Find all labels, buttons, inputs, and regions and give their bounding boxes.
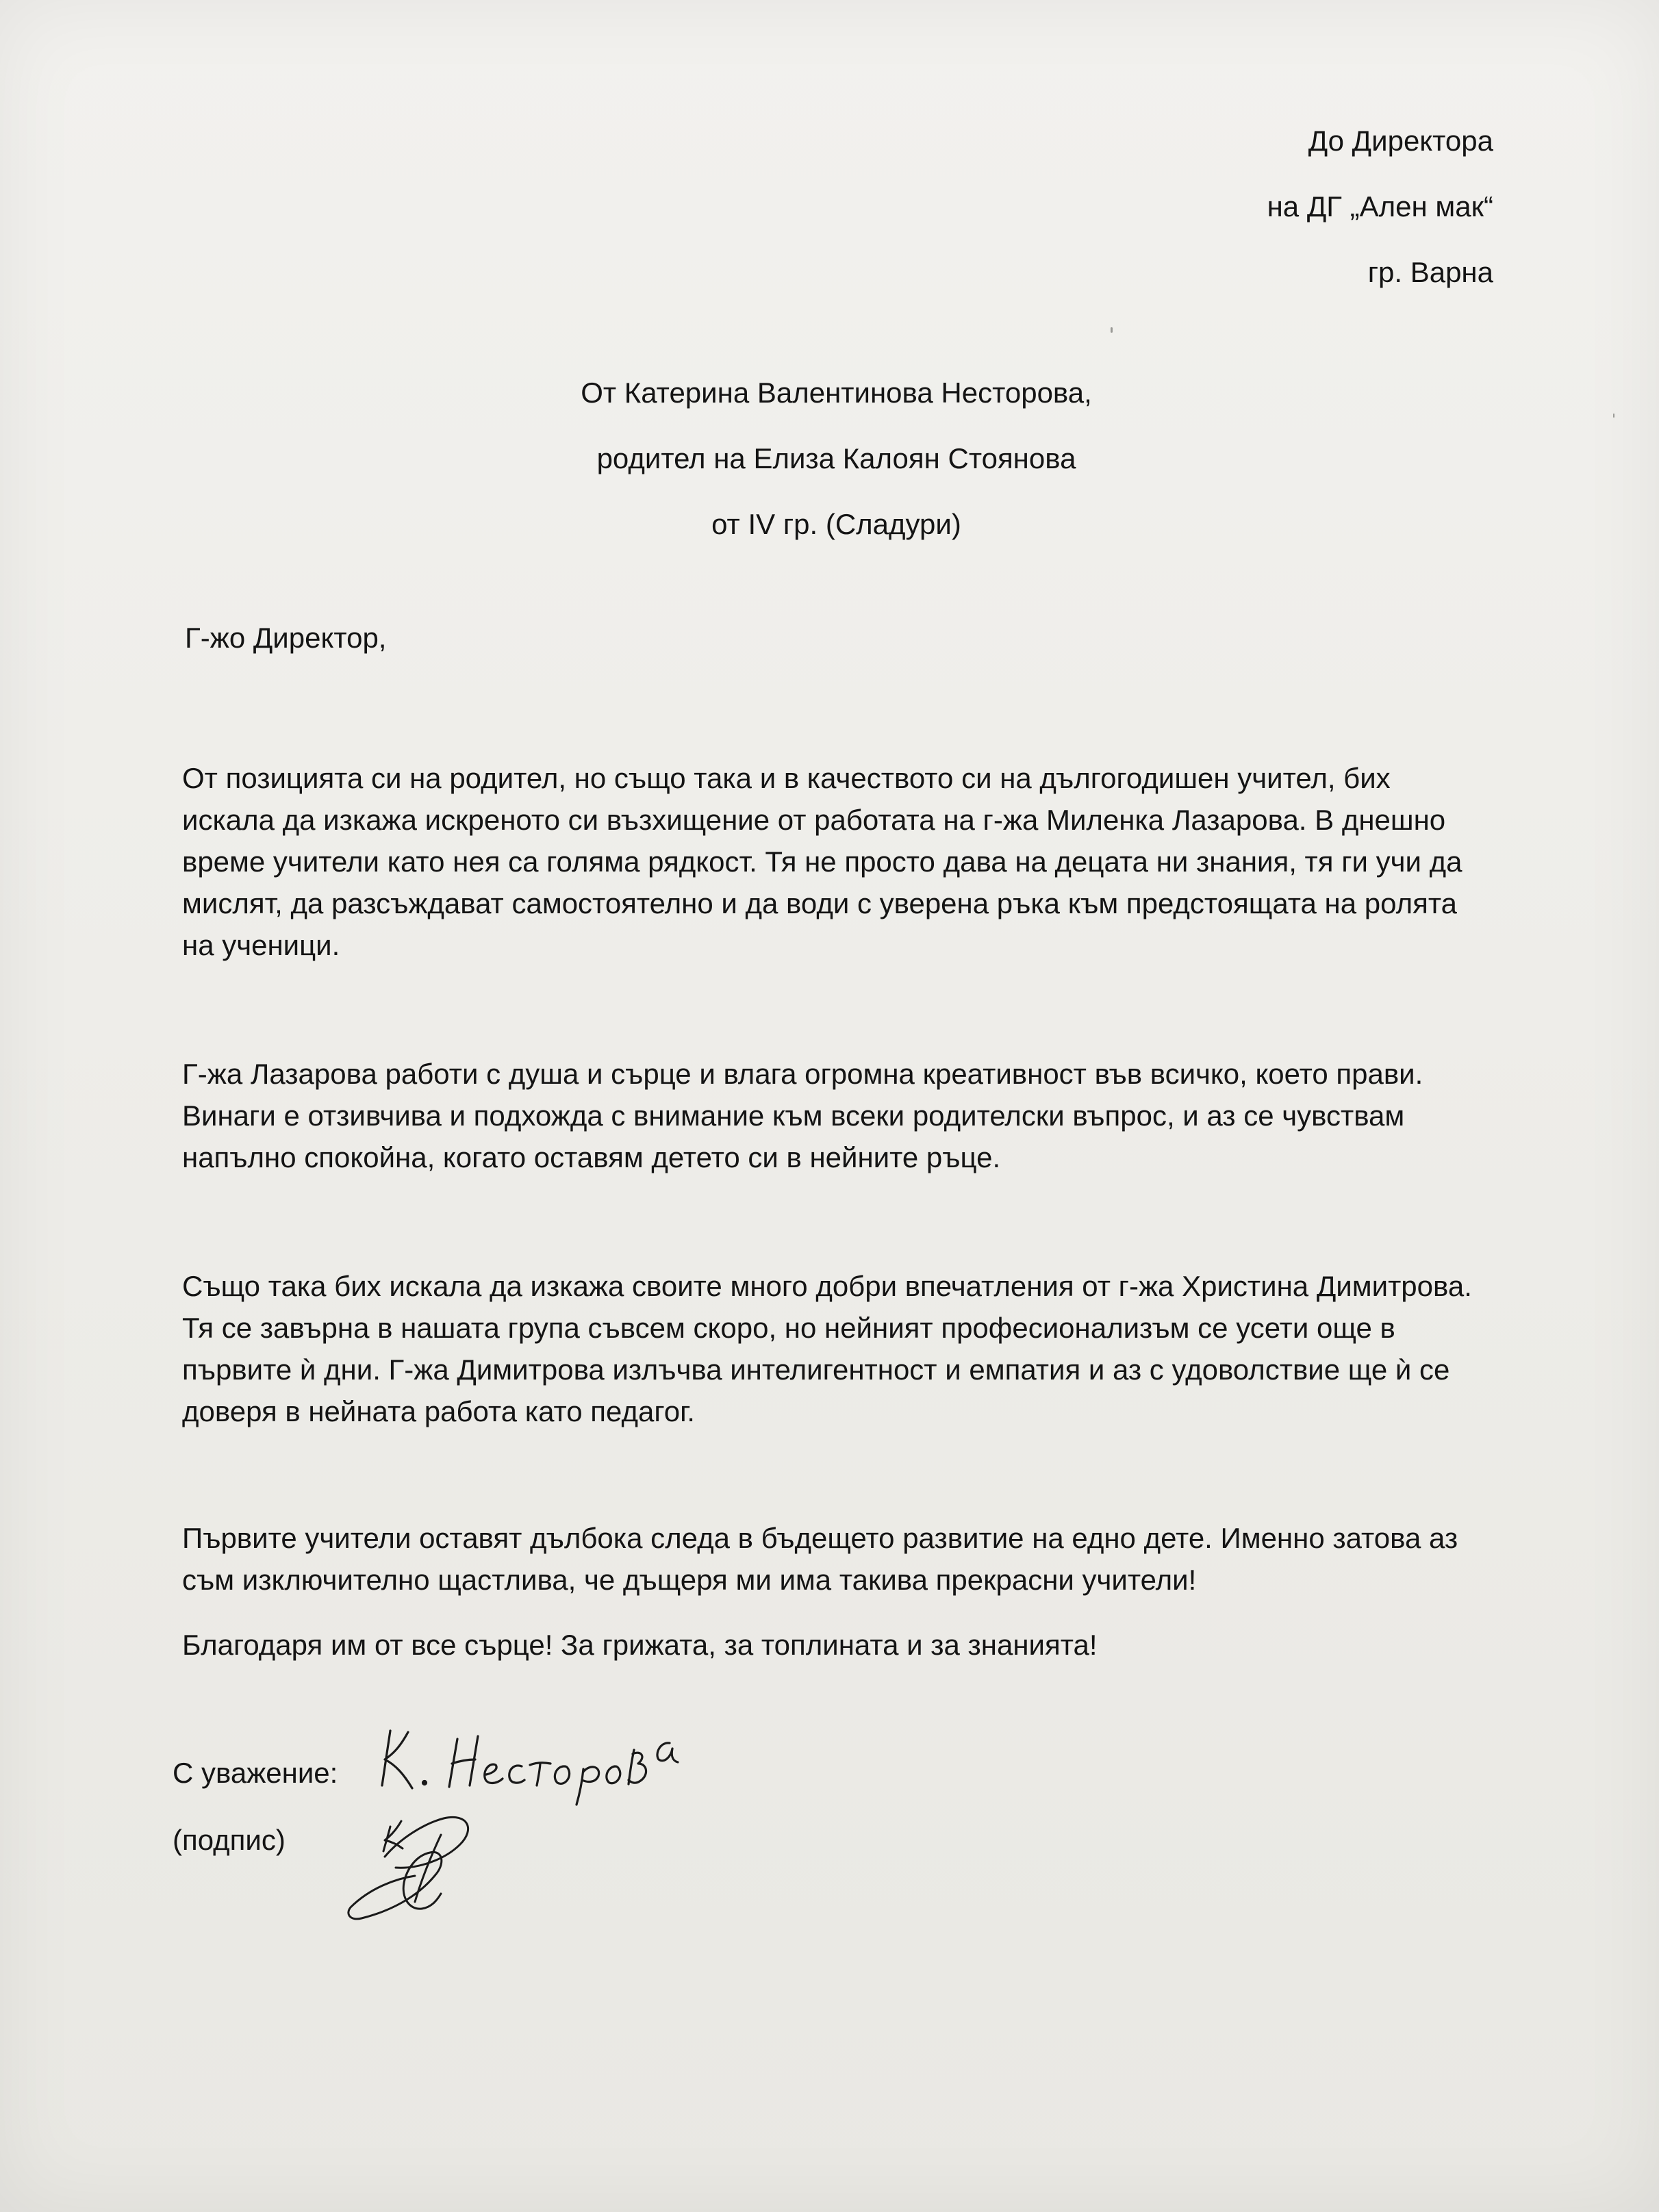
paragraph-1: От позицията си на родител, но също така и в качеството си на дългогодишен учител, бих искала да изкажа искреното си възхищение от работата на г-жа Миленка Лазарова. В днешно време учители като нея са голяма рядкост. Тя не просто дава на децата ни знания, тя ги учи да мислят, да разсъждават самостоятелно и да води с уверена ръка към предстоящата на ролята на ученици. bbox=[182, 762, 1462, 961]
closing-regards: С уважение: bbox=[173, 1757, 338, 1789]
signature-label: (подпис) bbox=[173, 1824, 286, 1856]
recipient-line-2: на ДГ „Ален мак“ bbox=[1267, 190, 1493, 223]
paper-speck bbox=[1613, 414, 1614, 418]
sender-block bbox=[0, 360, 1659, 557]
paragraph-2: Г-жа Лазарова работи с душа и сърце и влага огромна креативност във всичко, което прави. Винаги е отзивчива и подхожда с внимание към всеки родителски въпрос, и аз се чувствам напълно спокойна, когато оставям детето си в нейните ръце. bbox=[182, 1058, 1423, 1173]
paragraph-3: Също така бих искала да изкажа своите много добри впечатления от г-жа Христина Димитрова. Тя се завърна в нашата група съвсем скоро, но нейният професионализъм се усети още в първите ѝ дни. Г-жа Димитрова излъчва интелигентност и емпатия и аз с удоволствие ще ѝ се доверя в нейната работа като педагог. bbox=[182, 1270, 1472, 1427]
recipient-line-3: гр. Варна bbox=[1367, 256, 1493, 288]
sender-line-2: родител на Елиза Калоян Стоянова bbox=[596, 442, 1076, 474]
signature-mark bbox=[341, 1807, 498, 1927]
sender-line-3: от IV гр. (Сладури) bbox=[711, 508, 961, 540]
recipient-block bbox=[1267, 108, 1493, 305]
paragraph-4: Първите учители оставят дълбока следа в бъдещето развитие на едно дете. Именно затова аз съм изключително щастлива, че дъщеря ми има такива прекрасни учители! bbox=[182, 1522, 1458, 1596]
paper-speck bbox=[1111, 327, 1113, 333]
handwritten-name bbox=[375, 1712, 690, 1807]
sender-line-1: От Катерина Валентинова Несторова, bbox=[581, 377, 1092, 409]
paragraph-5: Благодаря им от все сърце! За грижата, за топлината и за знанията! bbox=[182, 1629, 1098, 1661]
salutation: Г-жо Директор, bbox=[185, 622, 387, 654]
recipient-line-1: До Директора bbox=[1308, 125, 1493, 157]
